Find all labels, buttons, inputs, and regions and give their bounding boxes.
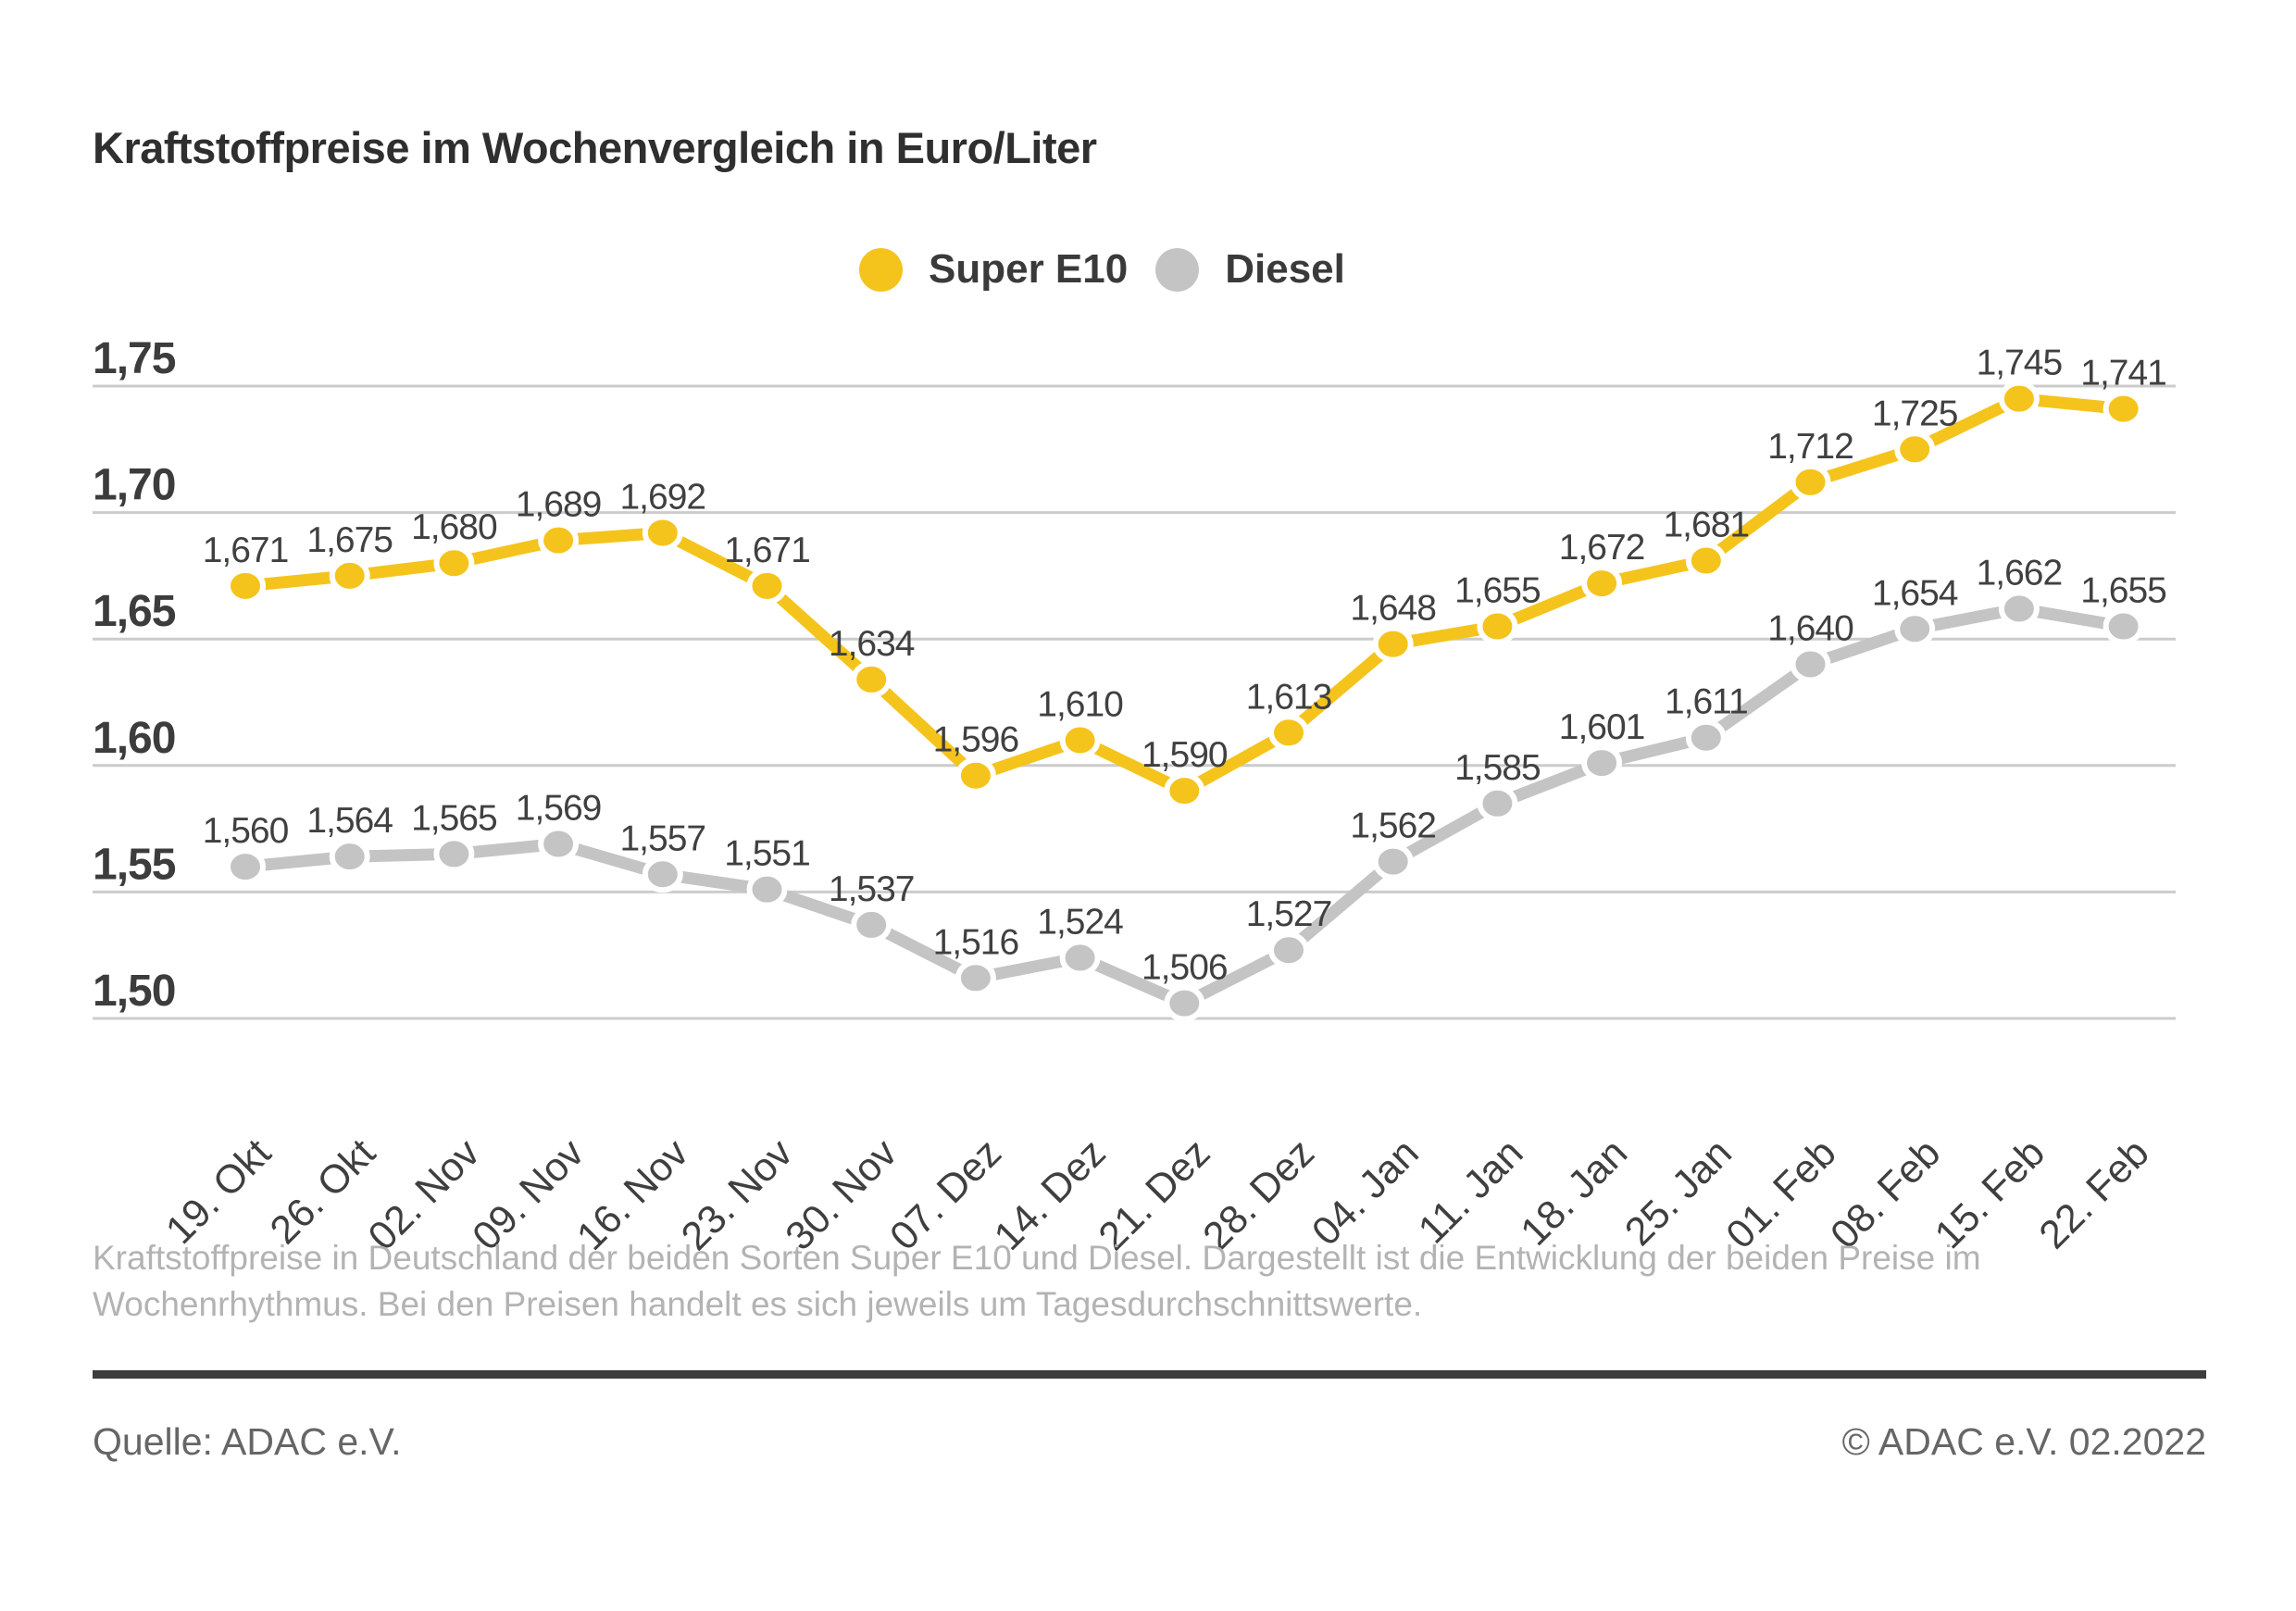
data-point-diesel xyxy=(1271,934,1306,966)
data-point-diesel xyxy=(958,962,993,993)
data-point-diesel xyxy=(2106,611,2141,643)
data-point-super-e10 xyxy=(2002,383,2037,415)
value-label: 1,672 xyxy=(1558,528,1645,568)
data-point-diesel xyxy=(1167,988,1202,1019)
data-point-diesel xyxy=(2002,593,2037,624)
data-point-super-e10 xyxy=(1584,568,1619,599)
data-point-diesel xyxy=(1584,747,1619,779)
x-axis-label: 30. Nov xyxy=(777,1130,906,1259)
value-label: 1,655 xyxy=(2080,570,2166,611)
value-label: 1,671 xyxy=(202,530,289,570)
data-point-super-e10 xyxy=(1793,467,1828,498)
data-point-diesel xyxy=(750,874,785,905)
value-label: 1,671 xyxy=(724,530,810,570)
value-label: 1,654 xyxy=(1871,573,1958,614)
value-label: 1,680 xyxy=(411,507,497,548)
value-label: 1,662 xyxy=(1976,553,2063,593)
value-label: 1,590 xyxy=(1141,735,1228,776)
value-label: 1,557 xyxy=(619,818,706,859)
value-label: 1,613 xyxy=(1245,677,1332,718)
x-axis-label: 16. Nov xyxy=(568,1130,697,1259)
footer-divider xyxy=(93,1370,2206,1379)
x-axis-label: 26. Okt xyxy=(261,1130,384,1254)
value-label: 1,565 xyxy=(411,798,497,839)
data-point-diesel xyxy=(854,909,889,941)
value-label: 1,745 xyxy=(1976,343,2063,383)
x-axis-label: 14. Dez xyxy=(985,1130,1115,1259)
value-label: 1,560 xyxy=(202,811,289,852)
data-point-super-e10 xyxy=(1271,717,1306,748)
data-point-diesel xyxy=(1479,788,1515,819)
value-label: 1,634 xyxy=(828,623,915,664)
data-point-diesel xyxy=(1689,722,1724,754)
value-label: 1,692 xyxy=(619,477,706,518)
data-point-super-e10 xyxy=(541,525,576,556)
value-label: 1,611 xyxy=(1664,681,1748,722)
value-label: 1,675 xyxy=(306,519,393,560)
data-point-super-e10 xyxy=(958,760,993,792)
x-axis-label: 21. Dez xyxy=(1090,1130,1219,1259)
value-label: 1,585 xyxy=(1454,747,1541,788)
value-label: 1,640 xyxy=(1767,608,1853,649)
data-point-super-e10 xyxy=(854,664,889,695)
value-label: 1,725 xyxy=(1871,393,1958,434)
data-point-diesel xyxy=(645,858,680,890)
value-label: 1,689 xyxy=(515,484,602,525)
data-point-super-e10 xyxy=(645,517,680,548)
x-axis-label: 15. Feb xyxy=(1926,1130,2053,1258)
x-axis-label: 28. Dez xyxy=(1194,1130,1324,1259)
data-point-super-e10 xyxy=(750,570,785,602)
data-point-super-e10 xyxy=(436,547,471,579)
value-label: 1,524 xyxy=(1037,902,1123,943)
value-label: 1,681 xyxy=(1663,505,1750,545)
value-label: 1,648 xyxy=(1350,588,1437,629)
x-axis-label: 18. Jan xyxy=(1512,1130,1637,1255)
data-point-super-e10 xyxy=(1167,775,1202,806)
data-point-super-e10 xyxy=(1063,724,1098,756)
value-label: 1,537 xyxy=(828,868,915,909)
y-axis-label: 1,60 xyxy=(93,713,176,763)
x-axis-label: 19. Okt xyxy=(157,1130,281,1254)
x-axis-label: 09. Nov xyxy=(464,1130,593,1259)
source-text: Quelle: ADAC e.V. xyxy=(93,1420,402,1463)
data-point-super-e10 xyxy=(1376,629,1411,660)
value-label: 1,741 xyxy=(2080,353,2166,393)
data-point-diesel xyxy=(1897,613,1932,644)
value-label: 1,601 xyxy=(1558,707,1645,748)
x-axis-label: 08. Feb xyxy=(1822,1130,1950,1258)
data-point-diesel xyxy=(436,838,471,869)
value-label: 1,551 xyxy=(724,833,810,874)
x-axis-label: 02. Nov xyxy=(359,1130,489,1259)
y-axis-label: 1,70 xyxy=(93,460,176,510)
value-label: 1,569 xyxy=(515,788,602,829)
value-label: 1,564 xyxy=(306,801,393,842)
x-axis-label: 22. Feb xyxy=(2030,1130,2158,1258)
data-point-super-e10 xyxy=(228,570,263,602)
page-title: Kraftstoffpreise im Wochenvergleich in Euro/Liter xyxy=(93,123,1097,172)
legend-label-super-e10: Super E10 xyxy=(929,246,1129,292)
x-axis-label: 23. Nov xyxy=(672,1130,802,1259)
data-point-diesel xyxy=(332,841,368,872)
y-axis-label: 1,50 xyxy=(93,967,176,1016)
data-point-super-e10 xyxy=(332,560,368,592)
x-axis-label: 11. Jan xyxy=(1410,1130,1532,1253)
legend-label-diesel: Diesel xyxy=(1225,246,1345,292)
data-point-super-e10 xyxy=(1479,611,1515,643)
data-point-super-e10 xyxy=(1897,433,1932,465)
x-axis-label: 01. Feb xyxy=(1717,1130,1845,1258)
value-label: 1,610 xyxy=(1037,684,1123,725)
value-label: 1,516 xyxy=(932,922,1019,963)
value-label: 1,527 xyxy=(1245,894,1332,935)
value-label: 1,596 xyxy=(932,719,1019,760)
data-point-diesel xyxy=(1376,846,1411,878)
chart-caption xyxy=(93,1235,1981,1328)
y-axis-label: 1,75 xyxy=(93,334,176,383)
data-point-diesel xyxy=(228,851,263,882)
caption-line-2: Wochenrhythmus. Bei den Preisen handelt es sich jeweils um Tagesdurchschnittswerte. xyxy=(93,1285,1423,1323)
data-point-diesel xyxy=(541,828,576,859)
value-label: 1,562 xyxy=(1350,806,1437,846)
y-axis-label: 1,65 xyxy=(93,587,176,637)
data-point-super-e10 xyxy=(1689,545,1724,577)
caption-line-1: Kraftstoffpreise in Deutschland der beiden Sorten Super E10 und Diesel. Dargestellt ist die Entwicklung der beiden Preise im xyxy=(93,1239,1981,1277)
value-label: 1,506 xyxy=(1141,947,1228,988)
x-axis-label: 07. Dez xyxy=(881,1130,1010,1259)
data-point-diesel xyxy=(1063,942,1098,973)
copyright-text: © ADAC e.V. 02.2022 xyxy=(1841,1420,2206,1463)
x-axis-label: 25. Jan xyxy=(1616,1130,1741,1255)
x-axis-label: 04. Jan xyxy=(1304,1130,1428,1255)
y-axis-label: 1,55 xyxy=(93,840,176,890)
data-point-super-e10 xyxy=(2106,393,2141,425)
value-label: 1,712 xyxy=(1767,426,1853,467)
data-point-diesel xyxy=(1793,649,1828,681)
value-label: 1,655 xyxy=(1454,570,1541,611)
